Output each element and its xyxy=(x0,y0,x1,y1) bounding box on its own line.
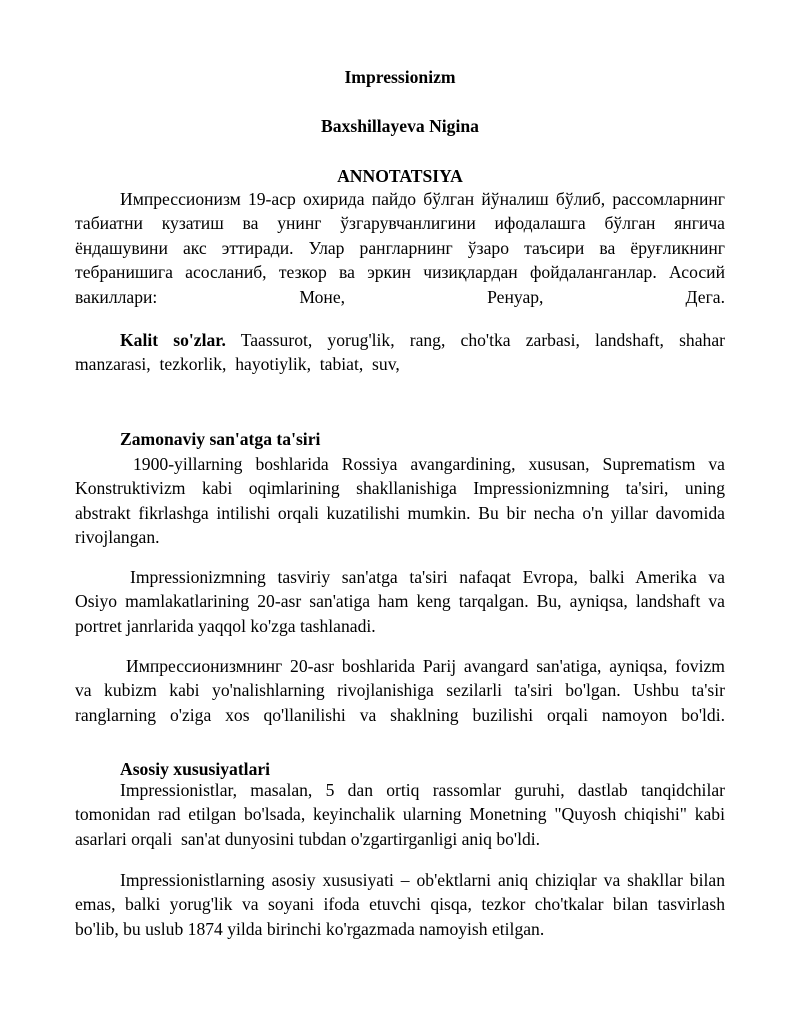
text-line: manzarasi, tezkorlik, hayotiylik, tabiat, suv, xyxy=(75,354,400,375)
text-line: вакиллари: Моне, Ренуар, Дега. xyxy=(75,286,725,307)
document-title: Impressionizm xyxy=(344,67,456,87)
paragraph xyxy=(75,565,725,638)
text-line: Osiyo mamlakatlarining 20-asr san'atiga ham keng tarqalgan. Bu, ayniqsa, landshaft va xyxy=(75,591,725,612)
text-line: тебранишига асосланиб, тезкор ва эркин чизиқлардан фойдаланганлар. Асосий xyxy=(75,262,725,283)
text-line: Импрессионизмнинг 20-asr boshlarida Parij avangard san'atiga, ayniqsa, fovizm xyxy=(126,656,725,676)
section-heading-block xyxy=(75,427,725,451)
text-line xyxy=(75,328,725,352)
text-line: ranglarning o'ziga xos qo'llanilishi va shaklning buzilishi orqali namoyon bo'ldi. xyxy=(75,704,725,725)
text-line: Импрессионизм 19-аср охирида пайдо бўлган йўналиш бўлиб, рассомларнинг xyxy=(120,189,725,209)
section-heading: Asosiy xususiyatlari xyxy=(120,759,271,779)
text-line: Impressionizmning tasviriy san'atga ta'siri nafaqat Evropa, balki Amerika va xyxy=(130,567,725,587)
text-line: ёндашувини акс эттиради. Улар рангларнинг ўзаро таъсири ва ёруғликнинг xyxy=(75,237,725,258)
keywords-text: Taassurot, yorug'lik, rang, cho'tka zarbasi, landshaft, shahar xyxy=(240,330,725,350)
paragraph xyxy=(75,452,725,550)
keywords-paragraph xyxy=(75,328,725,377)
paragraph xyxy=(75,868,725,941)
text-line: Impressionistlar, masalan, 5 dan ortiq rassomlar guruhi, dastlab tanqidchilar xyxy=(120,780,725,800)
text-line: Konstruktivizm kabi oqimlarining shakllanishiga Impressionizmning ta'siri, uning xyxy=(75,478,725,499)
text-line: Impressionistlarning asosiy xususiyati – ob'ektlarni aniq chiziqlar va shakllar bilan xyxy=(120,870,725,890)
text-line: abstrakt fikrlashga intilishi orqali kuzatilishi mumkin. Bu bir necha o'n yillar davomida xyxy=(75,502,725,523)
text-line: bo'lib, bu uslub 1874 yilda birinchi ko'rgazmada namoyish etilgan. xyxy=(75,918,545,939)
paragraph xyxy=(75,778,725,851)
text-line: табиатни кузатиш ва унинг ўзгарувчанлигини ифодалашга бўлган янгича xyxy=(75,213,725,234)
annotation-heading: ANNOTATSIYA xyxy=(337,166,463,186)
section-heading: Zamonaviy san'atga ta'siri xyxy=(120,429,321,449)
text-line: va kubizm kabi yo'nalishlarning rivojlanishiga sezilarli ta'siri bo'lgan. Ushbu ta'sir xyxy=(75,680,725,701)
text-line: emas, balki yorug'lik va soyani ifoda etuvchi qisqa, tezkor cho'tkalar bilan tasvirlash xyxy=(75,894,725,915)
text-line: asarlari orqali san'at dunyosini tubdan o'zgartirganligi aniq bo'ldi. xyxy=(75,828,541,849)
text-line: rivojlangan. xyxy=(75,527,160,548)
text-line: 1900-yillarning boshlarida Rossiya avangardining, xususan, Suprematism va xyxy=(133,454,725,474)
author-name: Baxshillayeva Nigina xyxy=(321,116,479,136)
text-line: tomonidan rad etilgan bo'lsada, keyinchalik ularning Monetning "Quyosh chiqishi" kabi xyxy=(75,804,725,825)
text-line: portret janrlarida yaqqol ko'zga tashlanadi. xyxy=(75,615,376,636)
annotation-paragraph xyxy=(75,187,725,309)
annotation-heading-block xyxy=(75,164,725,188)
paragraph xyxy=(75,654,725,727)
keywords-label: Kalit so'zlar. xyxy=(120,330,226,350)
title-block xyxy=(75,65,725,89)
author-block xyxy=(75,114,725,138)
